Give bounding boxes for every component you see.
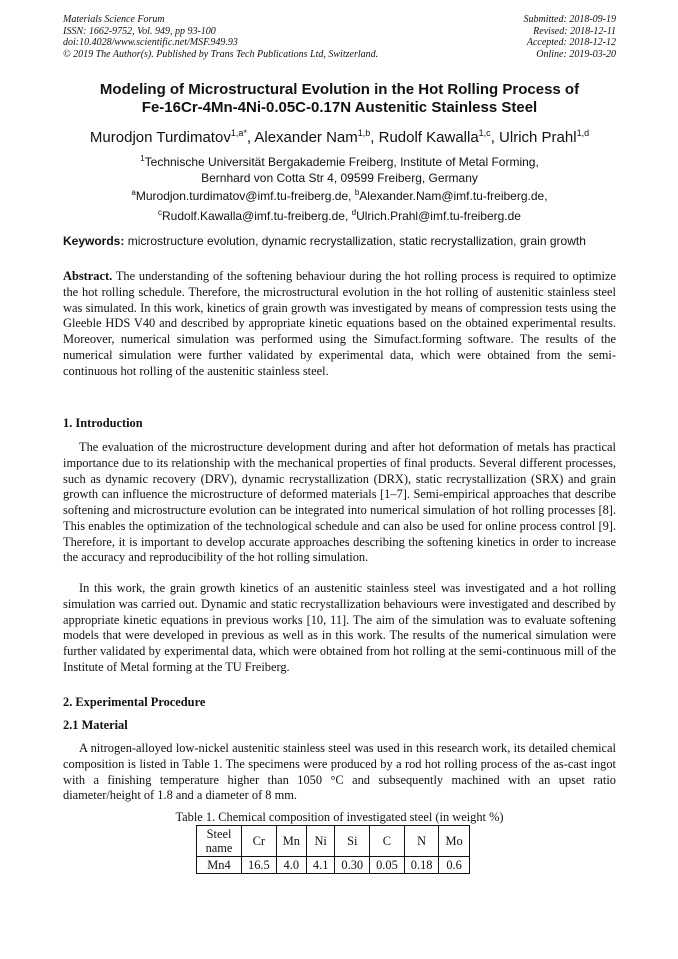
author-sup: 1,b	[357, 128, 371, 138]
email-link[interactable]: Murodjon.turdimatov@imf.tu-freiberg.de	[135, 189, 349, 203]
table-cell: 0.18	[404, 857, 439, 874]
author-sup: 1,d	[576, 128, 590, 138]
copyright: © 2019 The Author(s). Published by Trans Tech Publications Ltd, Switzerland.	[63, 48, 379, 60]
paper-title	[63, 81, 616, 117]
affiliation-line-1: Technische Universität Bergakademie Freiberg, Institute of Metal Forming,	[144, 155, 539, 169]
online-date: Online: 2019-03-20	[536, 48, 616, 60]
affiliation-line-2: Bernhard von Cotta Str 4, 09599 Freiberg, Germany	[201, 170, 478, 185]
table-cell: 4.1	[306, 857, 335, 874]
author-name: Ulrich Prahl	[499, 129, 577, 146]
author-list: Murodjon Turdimatov$^{1,a*}$, Alexander Nam$^{1,b}$, Rudolf Kawalla$^{1,c}$, Ulrich Prahl$^{1,d}$	[89, 128, 590, 146]
keywords	[63, 234, 616, 249]
title-line-1: Modeling of Microstructural Evolution in the Hot Rolling Process of	[99, 81, 580, 98]
header-cell: Cr	[242, 826, 277, 857]
composition-table	[196, 825, 470, 874]
author-sup: 1,a*	[230, 128, 247, 138]
author-sup: 1,c	[478, 128, 491, 138]
affiliation-sup: 1	[140, 154, 145, 163]
issn: ISSN: 1662-9752, Vol. 949, pp 93-100	[63, 25, 216, 37]
email-sup: b	[354, 188, 360, 197]
header-cell: Mn	[276, 826, 306, 857]
table-cell: 16.5	[242, 857, 277, 874]
header-cell: Steel name	[197, 826, 242, 857]
table-cell: 0.6	[439, 857, 469, 874]
abstract-label: Abstract.	[63, 269, 113, 283]
intro-paragraph-1: The evaluation of the microstructure development during and after hot deformation of metals has practical importance due to its relationship with the mechanical properties of final products. Several different processes, such as dynamic recovery (DRV), dynamic recrystallization (DRX), static recrystallization (SRX) and grain growth can influence the microstructure of deformed materials [1–7]. Semi-empirical approaches that describe softening and microstructure evolution can be integrated into numerical simulation of hot rolling processes [8]. This enables the optimization of the technological schedule and can also be used for online process control [9]. Therefore, it is important to develop accurate approaches describing the softening kinetics in order to increase the accuracy and reproducibility of the hot rolling simulation.	[63, 440, 616, 565]
email-sup: d	[351, 207, 357, 217]
email-list: $^a$Murodjon.turdimatov@imf.tu-freiberg.de, $^b$Alexander.Nam@imf.tu-freiberg.de, $^c$Rudolf.Kawalla@imf.tu-freiberg.de, $^d$Ulrich.Prahl@imf.tu-freiberg.de	[131, 188, 548, 223]
header-cell: C	[370, 826, 405, 857]
table-row	[197, 857, 470, 874]
header-cell: N	[404, 826, 439, 857]
material-paragraph: A nitrogen-alloyed low-nickel austenitic stainless steel was used in this research work, its detailed chemical composition is listed in Table 1. The specimens were produced by a rod hot rolling process of the as-cast ingot with a finishing temperature higher than 1050 °C and subsequently machined with an upset ratio diameter/height of 1.8 and a diameter of 8 mm.	[63, 741, 616, 803]
header-cell: Si	[335, 826, 370, 857]
accepted-date: Accepted: 2018-12-12	[526, 37, 616, 49]
keywords-label: Keywords:	[63, 234, 125, 248]
doi[interactable]: doi:10.4028/www.scientific.net/MSF.949.93	[63, 37, 238, 49]
abstract	[63, 269, 616, 380]
author-name: Murodjon Turdimatov	[89, 129, 231, 146]
submission-dates	[524, 14, 617, 60]
author-name: Rudolf Kawalla	[378, 129, 479, 146]
email-link[interactable]: Alexander.Nam@imf.tu-freiberg.de	[359, 189, 545, 203]
table-header-row	[197, 826, 470, 857]
intro-paragraph-2: In this work, the grain growth kinetics of an austenitic stainless steel was investigated and a hot rolling simulation was carried out. Dynamic and static recrystallization behaviours were investigated and described by appropriate kinetic equations in previous works [10, 11]. The aim of the simulation was to evaluate softening models that were developed in previous as well as in this work. The results of the numerical simulation were further validated by experimental data, which were obtained from hot rolling at the semi-continuous mill of the Institute of Metal forming at the TU Freiberg.	[63, 581, 616, 674]
email-link[interactable]: Rudolf.Kawalla@imf.tu-freiberg.de	[162, 208, 345, 223]
publication-info	[63, 14, 378, 60]
table-cell: 4.0	[276, 857, 306, 874]
author-name: Alexander Nam	[254, 129, 358, 146]
affiliation	[63, 151, 616, 186]
section-heading-experimental: 2. Experimental Procedure	[63, 695, 206, 709]
submitted-date: Submitted: 2018-09-19	[523, 14, 616, 25]
email-sup: c	[158, 207, 163, 217]
header-cell: Ni	[306, 826, 335, 857]
title-line-2: Fe-16Cr-4Mn-4Ni-0.05C-0.17N Austenitic Stainless Steel	[141, 99, 538, 116]
revised-date: Revised: 2018-12-11	[533, 25, 616, 37]
table-cell: 0.30	[335, 857, 370, 874]
table-cell: Mn4	[197, 857, 242, 874]
section-heading-introduction: 1. Introduction	[63, 416, 143, 430]
email-link[interactable]: Ulrich.Prahl@imf.tu-freiberg.de	[356, 208, 521, 223]
journal-name: Materials Science Forum	[63, 14, 165, 25]
keywords-text: microstructure evolution, dynamic recrystallization, static recrystallization, grain growth	[127, 234, 586, 248]
email-sup: a	[131, 188, 136, 197]
header-cell: Mo	[439, 826, 469, 857]
table-cell: 0.05	[370, 857, 405, 874]
abstract-text: The understanding of the softening behaviour during the hot rolling process is required to optimize the hot rolling schedule. Therefore, the microstructural evolution in the hot rolling of austenitic stainless steel was simulated. In this work, kinetics of grain growth was investigated by means of compression tests using the Gleeble HDS V40 and described by appropriate kinetic equations based on the obtained experimental results. Moreover, numerical simulation was performed using the Simufact.forming software. The results of the numerical simulation were further validated by experimental data, which were obtained from the semi-continuous hot rolling of the austenitic stainless steel.	[63, 269, 616, 378]
subsection-heading-material: 2.1 Material	[63, 718, 128, 732]
table-caption: Table 1. Chemical composition of investigated steel (in weight %)	[175, 810, 504, 824]
